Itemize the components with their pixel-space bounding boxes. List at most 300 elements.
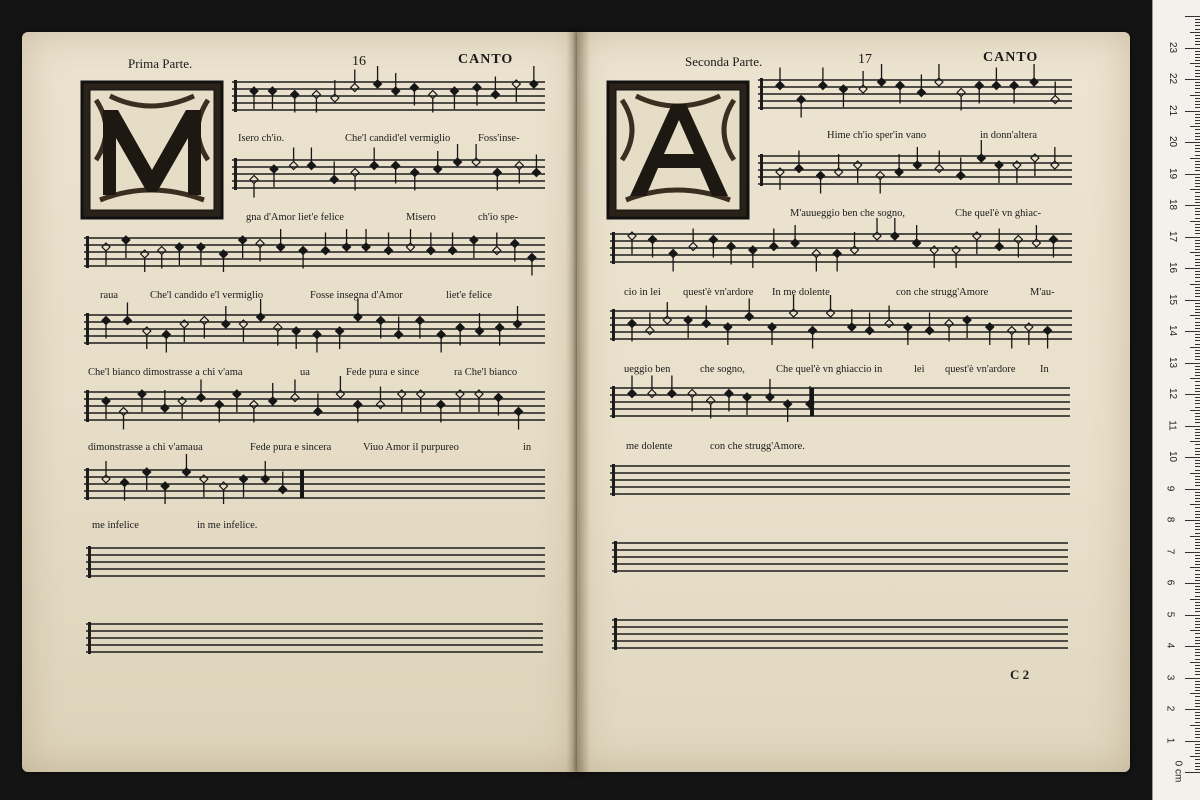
ruler-tick <box>1190 158 1200 159</box>
ruler-tick <box>1195 246 1200 247</box>
note-head <box>377 317 385 325</box>
ruler-tick <box>1195 652 1200 653</box>
ruler-tick <box>1195 51 1200 52</box>
ruler-tick <box>1190 567 1200 568</box>
ruler-tick <box>1195 385 1200 386</box>
lyric: in me infelice. <box>197 520 258 531</box>
note-head <box>896 82 904 90</box>
note-head <box>121 479 129 487</box>
note-head <box>351 84 359 92</box>
ruler-tick <box>1195 177 1200 178</box>
ruler-label: 0 cm <box>1172 760 1184 783</box>
ruler-tick <box>1190 221 1200 222</box>
ruler-label: 16 <box>1167 261 1179 274</box>
ruler-tick <box>1195 545 1200 546</box>
ruler-tick <box>1195 366 1200 367</box>
ruler-tick <box>1195 750 1200 751</box>
ruler-tick <box>1195 671 1200 672</box>
note-head <box>957 89 965 97</box>
ruler-tick <box>1195 337 1200 338</box>
ruler-tick <box>1195 180 1200 181</box>
ruler-tick <box>1195 66 1200 67</box>
ruler-tick <box>1195 637 1200 638</box>
note-head <box>532 169 540 177</box>
ruler-tick <box>1195 413 1200 414</box>
ruler-tick <box>1190 756 1200 757</box>
ruler-tick <box>1195 227 1200 228</box>
ruler-tick <box>1185 79 1200 80</box>
ruler-tick <box>1195 70 1200 71</box>
ruler-label: 13 <box>1167 356 1179 368</box>
ruler-tick <box>1195 29 1200 30</box>
note-head <box>797 96 805 104</box>
final-barline <box>810 388 814 416</box>
ruler-tick <box>1195 407 1200 408</box>
ruler-tick <box>1195 618 1200 619</box>
ruler-tick <box>1185 709 1200 710</box>
ruler-tick <box>1195 608 1200 609</box>
ruler-tick <box>1195 356 1200 357</box>
clef-mark <box>88 622 91 654</box>
ruler-tick <box>1195 419 1200 420</box>
ruler-tick <box>1195 104 1200 105</box>
note-head <box>648 390 656 398</box>
ruler-label: 9 <box>1164 485 1176 491</box>
note-head <box>449 247 457 255</box>
ruler-tick <box>1195 114 1200 115</box>
note-head <box>158 247 166 255</box>
ruler-tick <box>1195 665 1200 666</box>
note-head <box>351 169 359 177</box>
clef-mark <box>234 158 237 190</box>
ruler-tick <box>1190 347 1200 348</box>
ruler-tick <box>1195 482 1200 483</box>
lyric: Che quel'è vn ghiaccio in <box>776 364 883 375</box>
lyric: in <box>523 442 532 453</box>
ruler-tick <box>1195 659 1200 660</box>
ruler-tick <box>1195 526 1200 527</box>
ruler-tick <box>1195 230 1200 231</box>
ruler-label: 14 <box>1167 324 1179 337</box>
ruler-tick <box>1195 381 1200 382</box>
ruler-tick <box>1195 334 1200 335</box>
lyric: liet'e felice <box>446 290 492 301</box>
ruler-label: 4 <box>1164 642 1176 649</box>
note-head <box>291 394 299 402</box>
lyric: In me dolente <box>772 287 830 298</box>
ruler-tick <box>1185 520 1200 521</box>
lyric: In <box>1040 364 1049 375</box>
clef-mark <box>760 78 763 110</box>
note-head <box>330 176 338 184</box>
ruler-label: 22 <box>1167 72 1179 85</box>
final-barline <box>300 470 304 498</box>
note-head <box>321 247 329 255</box>
ruler-tick <box>1195 627 1200 628</box>
ruler-tick <box>1195 240 1200 241</box>
ruler-tick <box>1185 426 1200 427</box>
ruler-tick <box>1195 523 1200 524</box>
ruler-tick <box>1195 470 1200 471</box>
ruler-tick <box>1190 252 1200 253</box>
note-head <box>162 331 170 339</box>
lyric: Fede pura e since <box>346 367 420 378</box>
note-head <box>770 243 778 251</box>
lyric: raua <box>100 290 119 301</box>
ruler-tick <box>1195 164 1200 165</box>
ruler-tick <box>1195 186 1200 187</box>
ruler-tick <box>1195 54 1200 55</box>
ruler-tick <box>1195 655 1200 656</box>
ruler-tick <box>1195 136 1200 137</box>
ruler-tick <box>1195 728 1200 729</box>
ruler-tick <box>1195 139 1200 140</box>
note-head <box>1044 327 1052 335</box>
ruler-label: 23 <box>1167 41 1179 53</box>
note-head <box>688 390 696 398</box>
ruler-tick <box>1185 300 1200 301</box>
ruler-label: 21 <box>1167 104 1179 116</box>
note-head <box>528 254 536 262</box>
ruler-tick <box>1185 772 1200 773</box>
ruler-tick <box>1195 574 1200 575</box>
ruler-tick <box>1190 662 1200 663</box>
ruler-tick <box>1195 44 1200 45</box>
note-head <box>429 91 437 99</box>
clef-mark <box>612 232 615 264</box>
ruler-tick <box>1195 605 1200 606</box>
ruler-tick <box>1195 372 1200 373</box>
ruler-tick <box>1190 95 1200 96</box>
ruler-tick <box>1195 120 1200 121</box>
clef-mark <box>612 309 615 341</box>
lyric: Fosse insegna d'Amor <box>310 290 403 301</box>
note-head <box>707 397 715 405</box>
note-head <box>354 401 362 409</box>
lyric: ra Che'l bianco <box>454 367 518 378</box>
lyric: ueggio ben <box>624 364 671 375</box>
note-head <box>917 89 925 97</box>
ruler-tick <box>1195 684 1200 685</box>
ruler-tick <box>1190 473 1200 474</box>
ruler-tick <box>1195 681 1200 682</box>
ruler-tick <box>1195 262 1200 263</box>
ruler-tick <box>1195 101 1200 102</box>
lyric: ch'io spe- <box>478 212 519 223</box>
ruler-label: 19 <box>1167 167 1179 179</box>
ruler-label: 17 <box>1167 230 1179 242</box>
ruler-tick <box>1195 416 1200 417</box>
ruler-tick <box>1195 196 1200 197</box>
ruler-tick <box>1195 507 1200 508</box>
ruler-tick <box>1185 678 1200 679</box>
ruler-tick <box>1195 92 1200 93</box>
lyric: Misero <box>406 212 436 223</box>
ruler-tick <box>1195 155 1200 156</box>
ruler-tick <box>1190 693 1200 694</box>
ruler-tick <box>1185 489 1200 490</box>
note-head <box>376 401 384 409</box>
ruler-tick <box>1190 63 1200 64</box>
lyric: ua <box>300 367 310 378</box>
ruler-tick <box>1195 432 1200 433</box>
ruler-tick <box>1195 271 1200 272</box>
lyric: dimonstrasse a chi v'amaua <box>88 442 203 453</box>
ruler-tick <box>1195 586 1200 587</box>
note-head <box>410 84 418 92</box>
ruler-tick <box>1195 589 1200 590</box>
ruler-tick <box>1195 359 1200 360</box>
ruler-tick <box>1195 403 1200 404</box>
ruler-tick <box>1195 35 1200 36</box>
note-head <box>809 327 817 335</box>
ruler-tick <box>1195 580 1200 581</box>
note-head <box>299 247 307 255</box>
ruler-tick <box>1195 514 1200 515</box>
note-head <box>876 172 884 180</box>
ruler-tick <box>1190 284 1200 285</box>
ruler-tick <box>1195 763 1200 764</box>
ruler-tick <box>1195 687 1200 688</box>
note-head <box>628 320 636 328</box>
ruler-tick <box>1195 167 1200 168</box>
lyric: cio in lei <box>624 287 661 298</box>
ruler-tick <box>1195 696 1200 697</box>
note-head <box>945 320 953 328</box>
note-head <box>197 394 205 402</box>
ruler-tick <box>1195 309 1200 310</box>
clef-mark <box>612 464 615 496</box>
lyric: con che strugg'Amore. <box>710 441 805 452</box>
ruler-tick <box>1185 48 1200 49</box>
ruler-tick <box>1195 570 1200 571</box>
note-head <box>866 327 874 335</box>
ruler-tick <box>1195 218 1200 219</box>
note-head <box>313 331 321 339</box>
ruler-tick <box>1195 151 1200 152</box>
note-head <box>491 91 499 99</box>
ruler-tick <box>1195 759 1200 760</box>
ruler-tick <box>1195 485 1200 486</box>
ruler-tick <box>1195 548 1200 549</box>
ruler-label: 2 <box>1164 705 1176 712</box>
note-head <box>628 390 636 398</box>
lyric: lei <box>914 364 925 375</box>
ruler-tick <box>1195 375 1200 376</box>
ruler-label: 1 <box>1164 737 1176 743</box>
ruler-tick <box>1195 501 1200 502</box>
ruler-tick <box>1195 117 1200 118</box>
ruler-tick <box>1195 460 1200 461</box>
ruler-tick <box>1185 741 1200 742</box>
note-head <box>102 317 110 325</box>
lyric: Viuo Amor il purpureo <box>363 442 459 453</box>
left-section-title: Prima Parte. <box>128 56 193 71</box>
lyric: Che'l bianco dimostrasse a chi v'ama <box>88 367 243 378</box>
ruler-tick <box>1185 583 1200 584</box>
ruler-tick <box>1195 340 1200 341</box>
ruler-tick <box>1195 561 1200 562</box>
ruler-tick <box>1195 454 1200 455</box>
ruler-tick <box>1195 145 1200 146</box>
note-head <box>745 313 753 321</box>
note-head <box>669 250 677 258</box>
ruler-tick <box>1195 624 1200 625</box>
initial-m-woodcut <box>82 82 222 218</box>
note-head <box>515 162 523 170</box>
ruler-tick <box>1195 706 1200 707</box>
ruler-tick <box>1185 331 1200 332</box>
ruler-tick <box>1190 725 1200 726</box>
ruler-tick <box>1195 259 1200 260</box>
note-head <box>926 327 934 335</box>
ruler-tick <box>1195 700 1200 701</box>
ruler-tick <box>1195 107 1200 108</box>
ruler-tick <box>1195 277 1200 278</box>
ruler-tick <box>1195 214 1200 215</box>
ruler-tick <box>1195 517 1200 518</box>
lyric: con che strugg'Amore <box>896 287 989 298</box>
note-head <box>725 390 733 398</box>
ruler-tick <box>1190 504 1200 505</box>
ruler-label: 3 <box>1164 674 1176 680</box>
note-head <box>1051 96 1059 104</box>
ruler-tick <box>1195 306 1200 307</box>
clef-mark <box>86 390 89 422</box>
ruler-tick <box>1195 296 1200 297</box>
ruler-tick <box>1195 529 1200 530</box>
note-head <box>1014 236 1022 244</box>
note-head <box>120 408 128 416</box>
note-head <box>812 250 820 258</box>
ruler-tick <box>1195 224 1200 225</box>
note-head <box>819 82 827 90</box>
initial-a-woodcut <box>608 82 748 218</box>
lyric: Isero ch'io. <box>238 133 285 144</box>
ruler-tick <box>1195 133 1200 134</box>
ruler-tick <box>1185 394 1200 395</box>
ruler-label: 10 <box>1167 450 1179 463</box>
ruler-tick <box>1195 293 1200 294</box>
right-section-title: Seconda Parte. <box>685 54 763 69</box>
ruler-tick <box>1195 202 1200 203</box>
ruler-tick <box>1190 410 1200 411</box>
lyric: me dolente <box>626 441 673 452</box>
lyric: Che'l candido e'l vermiglio <box>150 290 264 301</box>
ruler-tick <box>1195 369 1200 370</box>
clef-mark <box>760 154 763 186</box>
note-head <box>279 486 287 494</box>
ruler-tick <box>1195 148 1200 149</box>
ruler-tick <box>1195 41 1200 42</box>
ruler-tick <box>1195 715 1200 716</box>
lyric: in donn'altera <box>980 130 1037 141</box>
ruler-tick <box>1185 205 1200 206</box>
lyric: quest'è vn'ardore <box>945 364 1016 375</box>
ruler-tick <box>1190 32 1200 33</box>
note-head <box>250 176 258 184</box>
note-head <box>833 250 841 258</box>
ruler-tick <box>1185 615 1200 616</box>
lyric: Che quel'è vn ghiac- <box>955 208 1042 219</box>
ruler-tick <box>1195 60 1200 61</box>
ruler-tick <box>1190 536 1200 537</box>
ruler-tick <box>1195 303 1200 304</box>
ruler-tick <box>1195 731 1200 732</box>
ruler-label: 15 <box>1167 293 1179 305</box>
ruler-label: 20 <box>1167 135 1179 148</box>
ruler-tick <box>1195 318 1200 319</box>
ruler-tick <box>1195 555 1200 556</box>
ruler-tick <box>1195 435 1200 436</box>
ruler-tick <box>1190 441 1200 442</box>
ruler-tick <box>1195 183 1200 184</box>
note-head <box>314 408 322 416</box>
lyric: quest'è vn'ardore <box>683 287 754 298</box>
ruler-label: 12 <box>1167 387 1179 400</box>
note-head <box>494 394 502 402</box>
ruler-tick <box>1195 290 1200 291</box>
ruler-tick <box>1195 744 1200 745</box>
clef-mark <box>612 386 615 418</box>
note-head <box>511 240 519 248</box>
measurement-ruler <box>1152 0 1200 800</box>
lyric: gna d'Amor liet'e felice <box>246 212 344 223</box>
ruler-tick <box>1195 38 1200 39</box>
ruler-tick <box>1195 747 1200 748</box>
ruler-tick <box>1195 703 1200 704</box>
ruler-tick <box>1185 142 1200 143</box>
ruler-tick <box>1185 646 1200 647</box>
ruler-tick <box>1195 429 1200 430</box>
ruler-tick <box>1195 353 1200 354</box>
right-voice-label: CANTO <box>983 50 1039 65</box>
ruler-tick <box>1195 22 1200 23</box>
note-head <box>274 324 282 332</box>
note-head <box>215 401 223 409</box>
note-head <box>689 243 697 251</box>
ruler-label: 11 <box>1166 419 1178 431</box>
ruler-tick <box>1195 199 1200 200</box>
ruler-tick <box>1185 457 1200 458</box>
ruler-tick <box>1195 281 1200 282</box>
ruler-tick <box>1195 243 1200 244</box>
clef-mark <box>88 546 91 578</box>
ruler-tick <box>1195 633 1200 634</box>
ruler-tick <box>1185 174 1200 175</box>
ruler-label: 7 <box>1164 548 1176 554</box>
note-head <box>473 84 481 92</box>
ruler-tick <box>1195 451 1200 452</box>
left-page-number: 16 <box>352 54 366 69</box>
ruler-label: 8 <box>1164 516 1176 523</box>
lyric: Che'l candid'el vermiglio <box>345 133 451 144</box>
ruler-tick <box>1190 630 1200 631</box>
note-head <box>935 165 943 173</box>
lyric: Foss'inse- <box>478 133 520 144</box>
ruler-tick <box>1195 400 1200 401</box>
note-head <box>312 91 320 99</box>
note-head <box>392 162 400 170</box>
ruler-tick <box>1195 19 1200 20</box>
ruler-tick <box>1195 98 1200 99</box>
ruler-tick <box>1195 233 1200 234</box>
signature-mark: C 2 <box>1010 667 1030 682</box>
clef-mark <box>614 618 617 650</box>
ruler-tick <box>1195 712 1200 713</box>
ruler-tick <box>1195 85 1200 86</box>
note-head <box>1010 82 1018 90</box>
